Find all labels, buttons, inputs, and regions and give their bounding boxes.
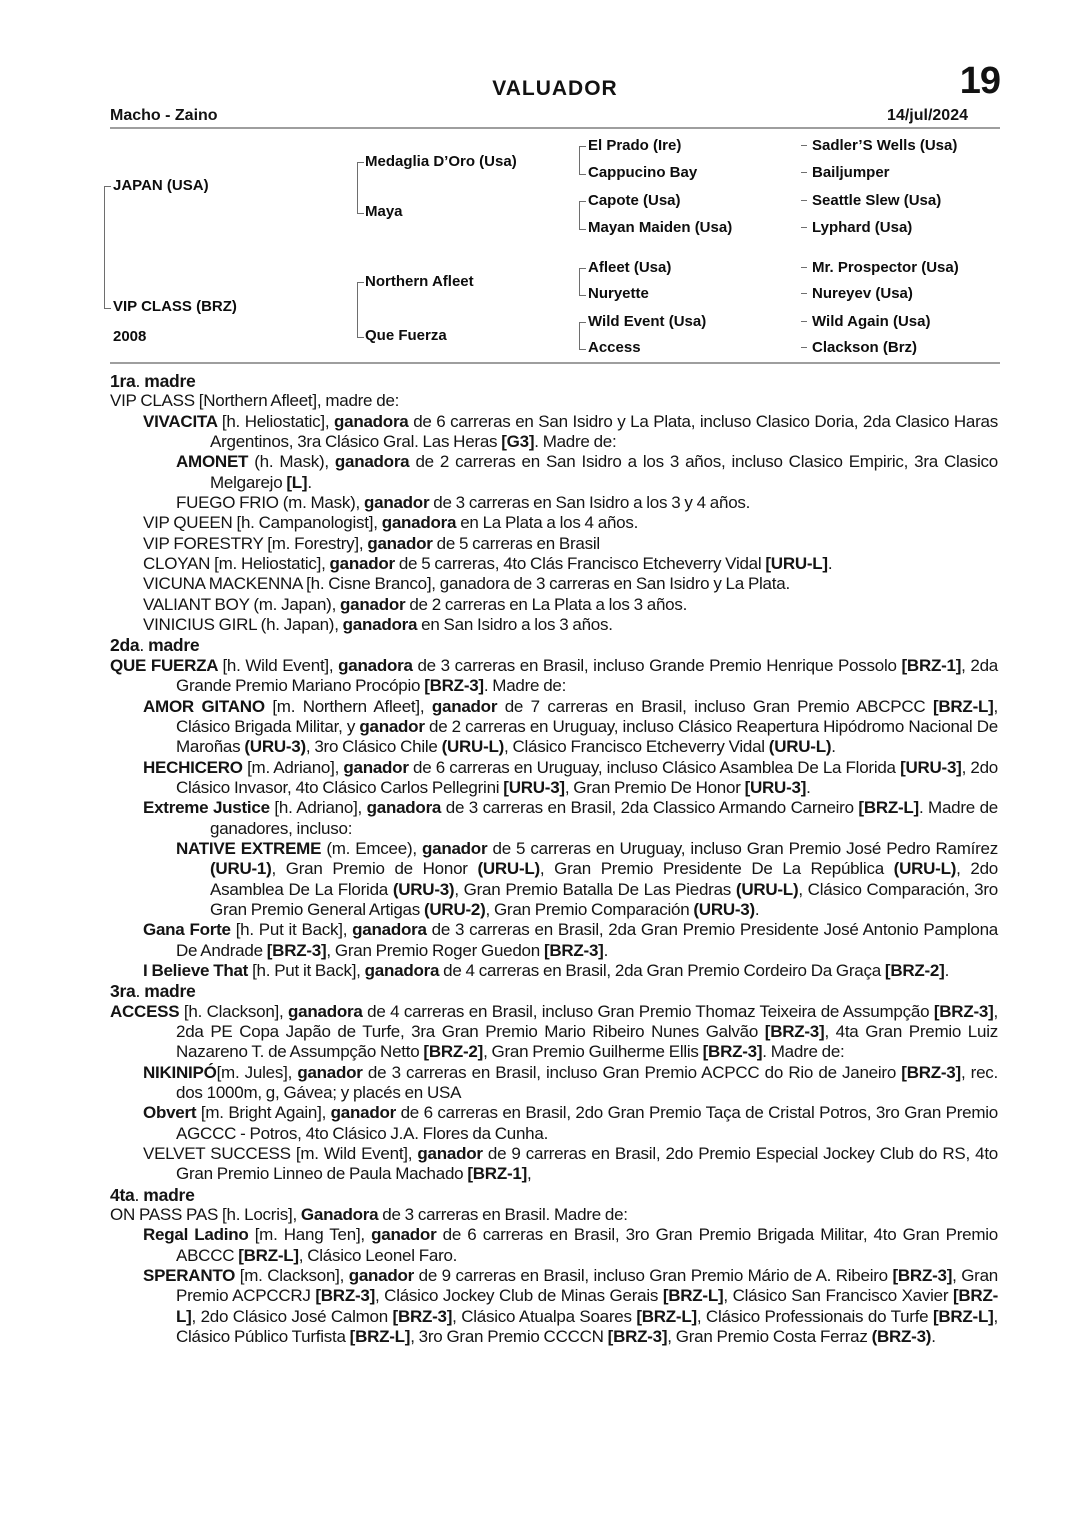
plain-text: . [931,1327,936,1347]
plain-text: de 3 carreras en Brasil. Madre de: [382,1205,628,1225]
plain-text: (m. Emcee), [326,838,422,858]
plain-text: de 7 carreras en Brasil, incluso Gran Premio ABCPCC [504,696,933,716]
pedigree-paragraph [110,1225,998,1266]
pedigree-dash-mark [801,347,807,348]
plain-text: , Gran Premio Batalla De Las Piedras [454,879,736,899]
plain-text: VIP QUEEN [h. Campanologist], [143,513,382,533]
bold-text: [BRZ-2] [884,960,945,980]
plain-text: de 3 carreras en Brasil, incluso Gran Premio ACPCC do Rio de Janeiro [367,1062,902,1082]
plain-text: VICUNA MACKENNA [h. Cisne Branco], ganadora de 3 carreras en San Isidro y La Plata. [143,574,790,594]
bold-text: ganador [340,594,410,614]
plain-text: VIP CLASS [Northern Afleet], madre de: [110,391,400,411]
bold-text: I Believe That [143,960,253,980]
bold-text: AMOR GITANO [143,696,273,716]
plain-text: de 5 carreras, 4to Clás Francisco Etcheverry Vidal [398,554,766,574]
pedigree-paragraph [110,554,998,574]
bold-text: ganador [359,716,429,736]
bold-text: madre [144,371,196,391]
pedigree-name: Clackson (Brz) [812,339,918,356]
bold-text: [BRZ-3] [266,940,327,960]
plain-text: , Clásico Professionais do Turfe [696,1306,933,1326]
plain-text: , rec. dos 1000m, g, Gávea; y placés en USA [176,1062,999,1103]
date-label: 14/jul/2024 [887,107,968,124]
plain-text: , Gran Premio Guilherme Ellis [483,1042,703,1062]
bold-text: [BRZ-L] [932,1306,994,1326]
bold-text: madre [143,1184,195,1205]
page-title: VALUADOR [492,77,618,100]
pedigree-paragraph [110,1103,998,1144]
pedigree-bracket [579,201,586,230]
bold-text: [URU-3] [744,777,807,797]
bold-text: (URU-L) [735,879,799,899]
bold-text: ganadora [288,1001,368,1021]
pedigree-paragraph [110,1063,998,1104]
section-heading [110,635,998,655]
bold-text: 1ra [110,371,136,391]
plain-text: , 3ro Clásico Chile [305,737,442,757]
pedigree-paragraph [110,595,998,615]
plain-text: [h. Wild Event], [222,655,339,675]
bold-text: (URU-L) [441,737,505,757]
bold-text: ganadora [364,960,444,980]
bold-text: (URU-3) [244,737,306,757]
plain-text: [m. Hang Ten], [254,1225,372,1245]
pedigree-name: Seattle Slew (Usa) [812,192,942,209]
pedigree-name: Mayan Maiden (Usa) [588,219,733,236]
pedigree-name: Cappucino Bay [588,164,698,181]
bold-text: ganadora [334,452,416,472]
plain-text: [m. Northern Afleet], [272,696,432,716]
pedigree-paragraph [110,412,998,453]
pedigree-dash-mark [801,200,807,201]
plain-text: de 6 carreras en Uruguay, incluso Clásico Asamblea De La Florida [413,757,901,777]
bold-text: ganador [297,1062,368,1082]
bold-text: [URU-3] [503,777,565,797]
pedigree-paragraph [110,452,998,493]
plain-text: de 6 carreras en Brasil, 2do Gran Premio Taça de Cristal Potros, 3ro Gran Premio AGCCC - Potros, 4to Clásico J.A. Flores da Cunha. [176,1103,998,1143]
plain-text: de 3 carreras en Brasil, 2da Classico Armando Carneiro [445,798,859,818]
plain-text: [m. Bright Again], [200,1103,331,1123]
pedigree-paragraph [110,1266,998,1347]
bold-text: [BRZ-3] [764,1022,825,1041]
bold-text: [BRZ-L] [238,1245,299,1265]
pedigree-bracket [357,162,364,214]
pedigree-name: Nuryette [588,285,649,302]
bold-text: ACCESS [110,1001,184,1021]
section-heading [110,1185,998,1205]
pedigree-name: JAPAN (USA) [113,177,209,194]
pedigree-dash-mark [801,145,807,146]
plain-text: , Gran Premio Roger Guedon [326,940,544,960]
plain-text: , 3ro Gran Premio CCCCN [410,1327,608,1347]
bold-text: [URU-L] [765,554,828,574]
plain-text: de 9 carreras en Brasil, 2do Premio Especial Jockey Club do RS, 4to Gran Premio Linneo de Paula Machado [176,1144,998,1184]
plain-text: de 4 carreras en Brasil, incluso Gran Premio Thomaz Teixeira de Assumpção [367,1001,934,1021]
bold-text: [BRZ-L] [349,1327,411,1347]
pedigree-paragraph [110,615,998,635]
plain-text: . [831,737,836,757]
plain-text: de 9 carreras en Brasil, incluso Gran Premio Mário de A. Ribeiro [418,1266,893,1286]
bold-text: [BRZ-3] [901,1062,961,1082]
bold-text: ganadora [334,411,414,431]
bold-text: ganador [343,757,413,777]
header-rule [110,127,1000,129]
bold-text: (URU-L) [477,859,540,879]
plain-text: . [134,1184,144,1205]
plain-text: de 3 carreras en Brasil, 2da Gran Premio Presidente José Antonio Pamplona De Andrade [176,920,998,960]
pedigree-paragraph [110,391,998,411]
plain-text: , 2da PE Copa Japão de Turfe, 3ra Gran Premio Mario Ribeiro Nunes Galvão [176,1001,998,1041]
plain-text: [h. Clackson], [183,1001,289,1021]
plain-text: VELVET SUCCESS [m. Wild Event], [143,1144,418,1164]
bold-text: ganador [431,696,505,716]
pedigree-paragraph [110,839,998,920]
plain-text: , Clásico San Francisco Xavier [723,1286,953,1306]
pedigree-name: VIP CLASS (BRZ) [113,298,237,315]
bold-text: VIVACITA [143,411,222,431]
bold-text: [BRZ-3] [543,940,604,960]
bold-text: Ganadora [300,1205,383,1225]
plain-text: , 4ta Gran Premio Luiz Nazareno T. de Assumpção Netto [176,1022,998,1062]
pedigree-name: Bailjumper [812,164,890,181]
plain-text: . [944,960,950,980]
plain-text: , Clásico Francisco Etcheverry Vidal [504,737,769,757]
bold-text: [BRZ-3] [892,1266,953,1286]
bold-text: Obvert [143,1103,201,1123]
pedigree-dash-mark [801,293,807,294]
pedigree-name: Que Fuerza [365,327,447,344]
pedigree-paragraph [110,798,998,839]
pedigree-name: Medaglia D’Oro (Usa) [365,153,517,170]
pedigree-paragraph [110,493,998,513]
chart-rule [110,362,1000,364]
pedigree-name: Wild Event (Usa) [588,313,707,330]
bold-text: NATIVE EXTREME [176,838,327,858]
plain-text: de 6 carreras en San Isidro y La Plata, incluso Clasico Doria, 2da Clasico Haras Argentinos, 3ra Clásico Gral. Las Heras [210,411,998,452]
plain-text: de 6 carreras en Brasil, 3ro Gran Premio Brigada Militar, 4to Gran Premio ABCCC [176,1225,998,1265]
pedigree-name: Afleet (Usa) [588,259,672,276]
plain-text: , Clásico Comparación, 3ro Gran Premio General Artigas [210,879,999,919]
bold-text: [BRZ-L] [932,696,994,716]
plain-text: [h. Put it Back], [235,920,353,940]
plain-text: . [827,554,833,574]
pedigree-bracket [579,322,586,350]
plain-text: , Clásico Brigada Militar, y [176,696,999,736]
bold-text: (URU-L) [768,737,832,757]
plain-text: [h. Heliostatic], [221,411,334,431]
bold-text: [BRZ-L] [858,798,919,818]
plain-text: de 2 carreras en La Plata a los 3 años. [409,594,688,614]
bold-text: SPERANTO [143,1266,240,1286]
plain-text: . [307,472,312,492]
plain-text: . [139,635,149,656]
section-heading [110,981,998,1001]
plain-text: en La Plata a los 4 años. [460,513,639,533]
bold-text: madre [144,981,196,1002]
bold-text: ganador [348,1266,419,1286]
pedigree-dash-mark [801,321,807,322]
pedigree-name: Nureyev (Usa) [812,285,913,302]
pedigree-name: Wild Again (Usa) [812,313,931,330]
plain-text: de 3 carreras en San Isidro a los 3 y 4 años. [433,493,751,513]
pedigree-dash-mark [801,172,807,173]
bold-text: Regal Ladino [143,1225,255,1245]
pedigree-chart [0,136,1080,364]
page-number: 19 [959,60,1000,102]
plain-text: VALIANT BOY (m. Japan), [143,594,341,614]
plain-text: en San Isidro a los 3 años. [421,615,613,635]
bold-text: 4ta [110,1184,135,1205]
bold-text: (BRZ-3) [871,1327,932,1347]
plain-text: , Gran Premio Costa Ferraz [667,1327,872,1347]
bold-text: [G3] [501,432,535,452]
bold-text: (URU-L) [893,859,957,879]
bold-text: [BRZ-L] [636,1306,697,1326]
plain-text: VINICIUS GIRL (h. Japan), [143,615,343,635]
plain-text: , Gran Premio De Honor [564,777,745,797]
bold-text: [L] [286,472,308,492]
plain-text: , Gran Premio Comparación [485,899,694,919]
plain-text: , 2da Grande Premio Mariano Procópio [176,655,999,696]
bold-text: ganador [364,493,434,513]
bold-text: [BRZ-3] [315,1286,375,1306]
pedigree-dash-mark [801,227,807,228]
plain-text: . Madre de: [483,676,567,696]
bold-text: ganador [371,1225,443,1245]
bold-text: 3ra [110,981,136,1002]
pedigree-name: Maya [365,203,403,220]
pedigree-paragraph [110,697,998,758]
bold-text: ganador [330,1103,401,1123]
plain-text: VIP FORESTRY [m. Forestry], [143,533,368,553]
section-heading [110,371,998,391]
plain-text: , Clásico Público Turfista [176,1306,998,1347]
bold-text: [BRZ-3] [702,1042,763,1062]
plain-text: de 2 carreras en San Isidro a los 3 años, incluso Clasico Empiric, 3ra Clasico Melgarejo [210,452,998,492]
bold-text: ganadora [342,615,422,635]
bold-text: ganadora [338,655,418,675]
pedigree-paragraph [110,920,998,961]
sex-coat-label: Macho - Zaino [110,107,218,124]
plain-text: , 2do Clásico José Calmon [191,1306,393,1326]
pedigree-paragraph [110,656,998,697]
pedigree-name: Access [588,339,641,356]
bold-text: (URU-2) [423,899,486,919]
plain-text: ON PASS PAS [h. Locris], [110,1205,301,1225]
plain-text: . [806,777,811,797]
plain-text: CLOYAN [m. Heliostatic], [143,554,330,574]
plain-text: , Gran Premio Presidente De La República [539,859,894,879]
plain-text: . [135,981,145,1002]
bold-text: ganador [417,1144,488,1164]
pedigree-name: Lyphard (Usa) [812,219,913,236]
plain-text: FUEGO FRIO (m. Mask), [176,493,364,513]
bold-text: ganador [329,554,399,574]
bold-text: QUE FUERZA [110,655,223,675]
pedigree-name: Sadler’S Wells (Usa) [812,137,958,154]
pedigree-bracket [579,268,586,296]
bold-text: [BRZ-3] [933,1001,994,1021]
plain-text: , [527,1164,532,1184]
plain-text: [h. Adriano], [274,798,367,818]
pedigree-paragraph [110,758,998,799]
plain-text: , Gran Premio ACPCCRJ [176,1266,998,1306]
pedigree-name: El Prado (Ire) [588,137,682,154]
bold-text: madre [148,635,200,656]
pedigree-text [110,371,998,1348]
bold-text: Gana Forte [143,920,236,940]
plain-text: [h. Put it Back], [252,960,365,980]
plain-text: . Madre de ganadores, incluso: [210,798,998,838]
plain-text: , Clásico Jockey Club de Minas Gerais [375,1286,663,1306]
plain-text: [m. Jules], [216,1062,298,1082]
pedigree-name: Northern Afleet [365,273,474,290]
plain-text: [m. Adriano], [247,757,344,777]
bold-text: [BRZ-L] [176,1286,998,1326]
pedigree-paragraph [110,1002,998,1063]
bold-text: ganador [422,838,493,858]
plain-text: de 3 carreras en Brasil, incluso Grande Premio Henrique Possolo [417,655,902,675]
pedigree-paragraph [110,574,998,594]
bold-text: [BRZ-3] [424,676,484,696]
pedigree-bracket [579,146,586,175]
plain-text: . [603,940,609,960]
pedigree-paragraph [110,1205,998,1225]
plain-text: , 2do Asamblea De La Florida [210,859,998,899]
pedigree-dash-mark [801,267,807,268]
plain-text: , 2do Clásico Invasor, 4to Clásico Carlos Pellegrini [176,757,998,797]
pedigree-bracket [104,186,111,309]
bold-text: [BRZ-3] [392,1306,453,1326]
plain-text: . Madre de: [762,1042,845,1062]
pedigree-name: 2008 [113,328,147,345]
pedigree-name: Mr. Prospector (Usa) [812,259,959,276]
bold-text: AMONET [176,452,255,472]
pedigree-name: Capote (Usa) [588,192,681,209]
plain-text: [m. Clackson], [239,1266,349,1286]
pedigree-paragraph [110,513,998,533]
bold-text: [BRZ-1] [467,1164,527,1184]
plain-text: , Clásico Leonel Faro. [298,1245,458,1265]
plain-text: , Gran Premio de Honor [271,859,478,879]
pedigree-paragraph [110,961,998,981]
bold-text: ganadora [366,798,446,818]
plain-text: . [135,371,145,391]
plain-text: . Madre de: [534,432,617,452]
plain-text: . [754,899,760,919]
pedigree-bracket [357,282,364,338]
pedigree-paragraph [110,1144,998,1185]
bold-text: [BRZ-L] [662,1286,724,1306]
bold-text: [BRZ-2] [423,1042,484,1062]
bold-text: ganadora [381,513,461,533]
plain-text: , Clásico Atualpa Soares [452,1306,637,1326]
bold-text: HECHICERO [143,757,248,777]
plain-text: de 2 carreras en Uruguay, incluso Clásico Reapertura Hipódromo Nacional De Maroñas [176,716,998,757]
plain-text: de 5 carreras en Uruguay, incluso Gran Premio José Pedro Ramírez [492,838,998,858]
bold-text: (URU-3) [693,899,755,919]
bold-text: 2da [110,635,140,656]
bold-text: ganadora [352,920,432,940]
bold-text: [BRZ-3] [607,1327,668,1347]
plain-text: de 4 carreras en Brasil, 2da Gran Premio Cordeiro Da Graça [443,960,885,980]
bold-text: ganador [367,533,437,553]
bold-text: (URU-3) [392,879,455,899]
bold-text: (URU-1) [210,859,272,879]
bold-text: NIKINIPÓ [143,1062,217,1082]
bold-text: [BRZ-1] [901,655,962,675]
plain-text: de 5 carreras en Brasil [436,533,600,553]
plain-text: (h. Mask), [254,452,335,472]
bold-text: Extreme Justice [143,798,275,818]
bold-text: [URU-3] [900,757,962,777]
pedigree-paragraph [110,534,998,554]
